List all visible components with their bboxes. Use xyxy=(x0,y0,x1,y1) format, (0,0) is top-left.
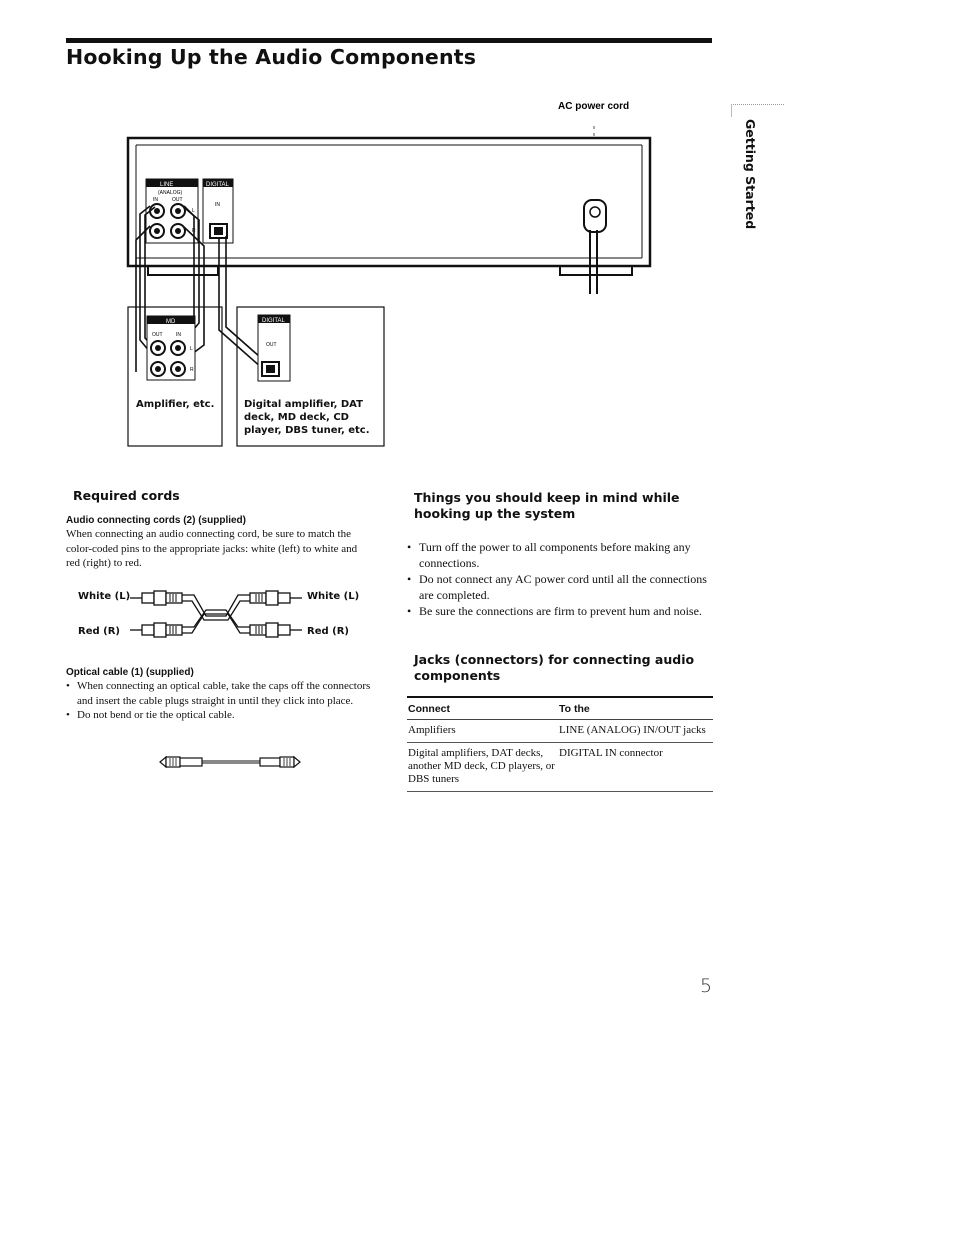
table-row xyxy=(407,743,713,792)
unit-in-label: IN xyxy=(153,197,158,203)
jacks-table xyxy=(407,696,713,792)
unit-line-label: LINE xyxy=(160,182,174,188)
unit-out-label: OUT xyxy=(172,197,183,203)
amp-l-label: L xyxy=(190,346,193,352)
optical-cable-illustration xyxy=(158,754,304,770)
unit-digital-in-panel xyxy=(203,179,233,243)
unit-r-label: R xyxy=(192,228,196,234)
page-title: Hooking Up the Audio Components xyxy=(66,45,477,69)
audio-cords-subheading: Audio connecting cords (2) (supplied) xyxy=(66,515,246,526)
things-to-keep-bullets xyxy=(407,539,713,619)
digital-box-out-label: OUT xyxy=(266,342,277,348)
list-item: • When connecting an optical cable, take the caps off the connectors and insert the cable plugs straight in until they click into place. xyxy=(66,679,371,708)
digital-box-digital-label: DIGITAL xyxy=(262,318,285,324)
unit-l-label: L xyxy=(192,208,195,214)
optical-cable-section xyxy=(66,667,371,723)
audio-cords-text: When connecting an audio connecting cord, be sure to match the color-coded pins to the appropriate jacks: white (left) to white and red (right) to red. xyxy=(66,528,358,569)
amp-out-label: OUT xyxy=(152,332,163,338)
amplifier-box xyxy=(128,307,222,446)
things-to-keep-heading: Things you should keep in mind while hooking up the system xyxy=(414,490,680,521)
amp-md-label: MD xyxy=(166,319,176,325)
list-item: • Do not connect any AC power cord until all the connections are completed. xyxy=(407,571,713,603)
unit-digital-label: DIGITAL xyxy=(206,182,229,188)
white-left-label: White (L) xyxy=(78,591,131,602)
column-header-connect: Connect xyxy=(407,697,558,720)
amp-r-label: R xyxy=(190,367,194,373)
table-cell: Digital amplifiers, DAT decks, another MD deck, CD players, or DBS tuners xyxy=(407,743,558,792)
red-right-label: Red (R) xyxy=(307,626,349,637)
optical-cable-subheading: Optical cable (1) (supplied) xyxy=(66,667,194,678)
jacks-heading: Jacks (connectors) for connecting audio components xyxy=(414,652,695,683)
page-number: 5 xyxy=(700,975,713,997)
white-right-label: White (L) xyxy=(307,591,360,602)
amp-in-label: IN xyxy=(176,332,181,338)
column-header-to-the: To the xyxy=(558,697,713,720)
digital-device-caption: Digital amplifier, DAT deck, MD deck, CD player, DBS tuner, etc. xyxy=(244,399,370,436)
amplifier-caption: Amplifier, etc. xyxy=(136,399,215,410)
table-row xyxy=(407,720,713,743)
unit-digital-in-label: IN xyxy=(215,202,220,208)
unit-analog-label: (ANALOG) xyxy=(158,190,183,196)
optical-cable-bullets xyxy=(66,679,371,723)
side-tab-label: Getting Started xyxy=(743,119,758,230)
things-to-keep-section xyxy=(407,490,713,619)
table-header-row xyxy=(407,697,713,720)
required-cords-section xyxy=(66,488,371,571)
audio-cord-illustration xyxy=(128,586,304,642)
table-cell: Amplifiers xyxy=(407,720,558,743)
list-item: • Turn off the power to all components before making any connections. xyxy=(407,539,713,571)
required-cords-heading: Required cords xyxy=(73,488,180,503)
red-left-label: Red (R) xyxy=(78,626,120,637)
ac-power-cord-label: AC power cord xyxy=(558,101,630,112)
table-cell: DIGITAL IN connector xyxy=(558,743,713,792)
table-cell: LINE (ANALOG) IN/OUT jacks xyxy=(558,720,713,743)
list-item: • Do not bend or tie the optical cable. xyxy=(66,708,371,723)
connection-diagram xyxy=(0,0,954,460)
list-item: • Be sure the connections are firm to prevent hum and noise. xyxy=(407,603,713,619)
